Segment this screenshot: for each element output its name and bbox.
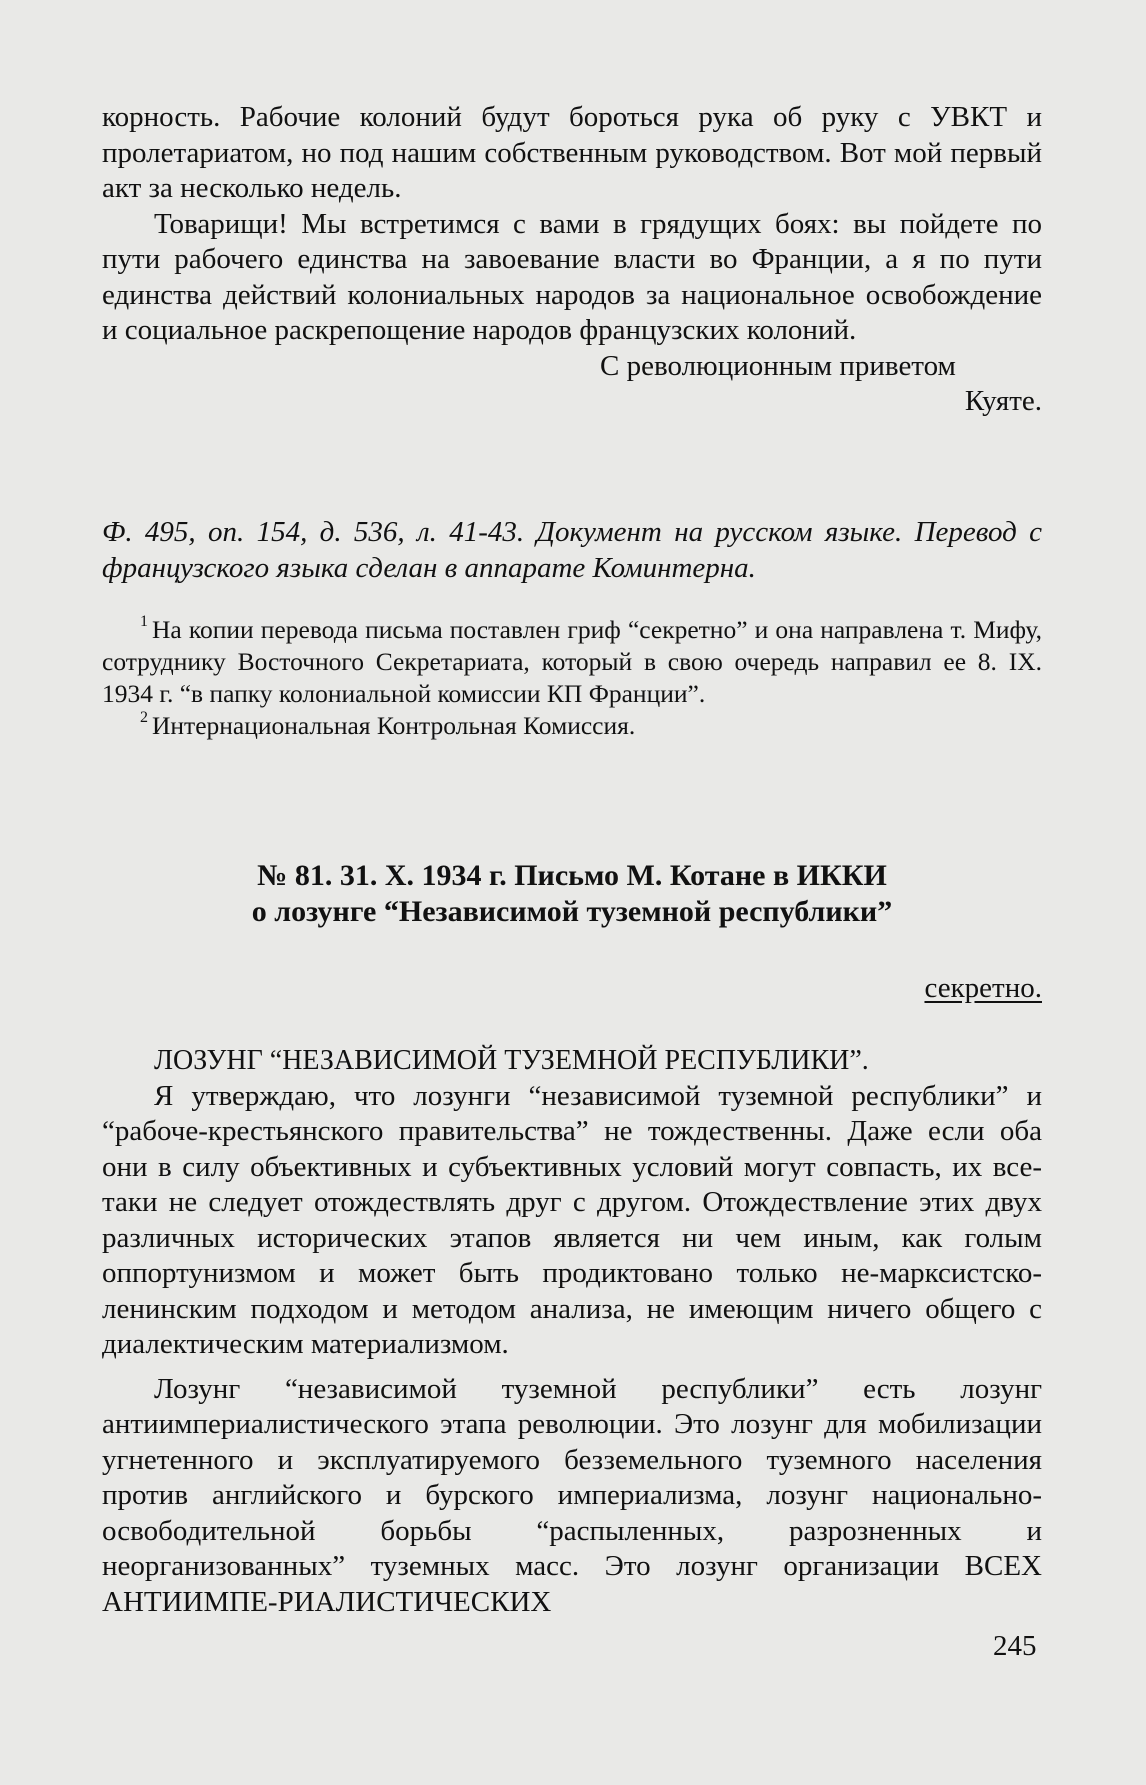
closing-salutation: С революционным приветом [600, 349, 956, 382]
appeal-paragraph: Товарищи! Мы встретимся с вами в грядущих боях: вы пойдете по пути рабочего единства на завоевание власти во Франции, а я по пути единства действий колониальных народов за национальное освобождение и социальное раскрепощение народов французских колоний. [102, 207, 1042, 346]
caps-heading: ЛОЗУНГ “НЕЗАВИСИМОЙ ТУЗЕМНОЙ РЕСПУБЛИКИ”. [154, 1045, 869, 1076]
archive-source-note: Ф. 495, оп. 154, д. 536, л. 41-43. Документ на русском языке. Перевод с французского языка сделан в аппарате Коминтерна. [102, 516, 1042, 584]
signature: Куяте. [964, 385, 1042, 417]
continued-paragraph: корность. Рабочие колоний будут бороться рука об руку с УВКТ и пролетариатом, но под нашим собственным руководством. Вот мой первый акт за несколько недель. [102, 101, 1042, 204]
letter-body [102, 1043, 1042, 1620]
body-paragraph-1: Я утверждаю, что лозунги “независимой туземной республики” и “рабоче-крестьянского правительства” не тождественны. Даже если оба они в силу объективных и субъективных условий могут совпасть, их все-таки не следует отождествлять друг с другом. Отождествление этих двух различных исторических этапов является ни чем иным, как голым оппортунизмом и может быть продиктовано только не-марксистско-ленинским подходом и методом анализа, не имеющим ничего общего с диалектическим материализмом. [102, 1079, 1042, 1360]
footnote-1-number: 1 [140, 613, 148, 630]
footnotes [102, 614, 1042, 742]
footnote-1-text: На копии перевода письма поставлен гриф “секретно” и она направлена т. Мифу, сотруднику Восточного Секретариата, который в свою очередь направил ее 8. IX. 1934 г. “в папку колониальной комиссии КП Франции”. [102, 615, 1042, 708]
footnote-2 [102, 710, 1042, 742]
document-heading [102, 858, 1042, 930]
body-paragraph-2: Лозунг “независимой туземной республики” есть лозунг антиимпериалистического этапа революции. Это лозунг для мобилизации угнетенного и эксплуатируемого безземельного туземного населения против английского и бурского империализма, лозунг национально-освободительной борьбы “распыленных, разрозненных и неорганизованных” туземных масс. Это лозунг организации ВСЕХ АНТИИМПЕ-РИАЛИСТИЧЕСКИХ [102, 1372, 1042, 1618]
classification-block [102, 971, 1042, 1007]
page-number: 245 [993, 1630, 1037, 1662]
secret-stamp: секретно. [924, 972, 1042, 1004]
footnote-2-number: 2 [140, 709, 148, 726]
document-title-line1: № 81. 31. X. 1934 г. Письмо М. Котане в ИККИ [257, 859, 887, 892]
document-title-line2: о лозунге “Независимой туземной республики” [251, 895, 893, 928]
footnote-2-text: Интернациональная Контрольная Комиссия. [152, 711, 636, 740]
source-block [102, 515, 1042, 586]
footnote-1 [102, 614, 1042, 710]
text-top-block [102, 100, 1042, 420]
